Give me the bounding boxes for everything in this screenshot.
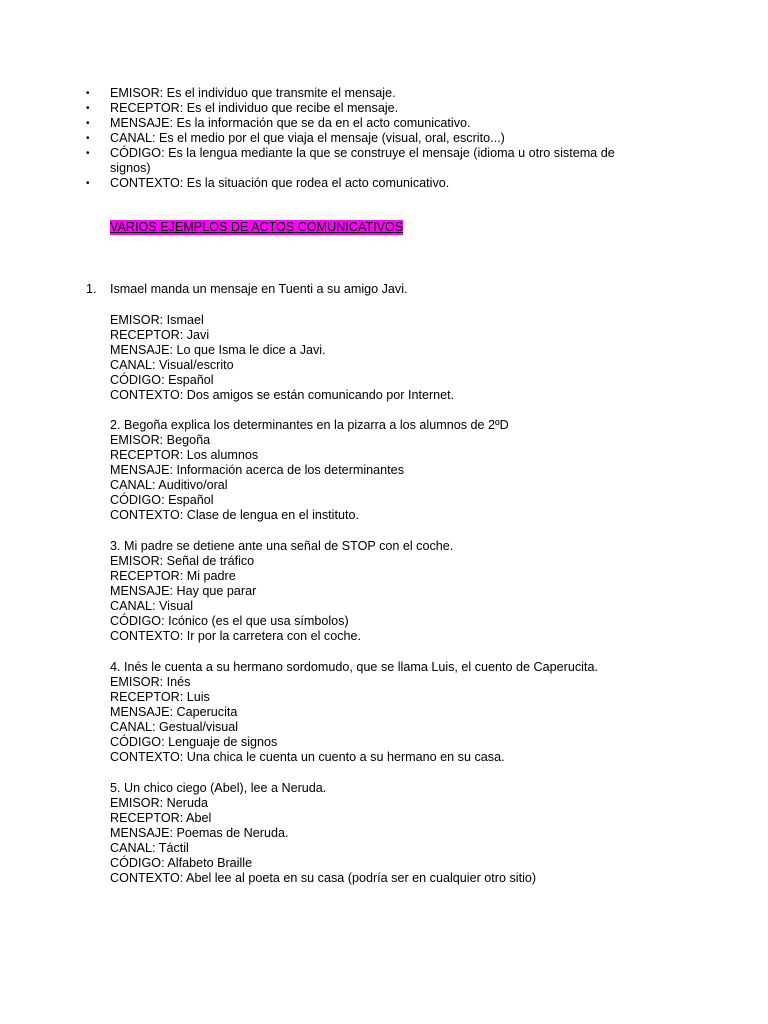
- example-line: CÓDIGO: Español: [110, 493, 214, 507]
- example-line: RECEPTOR: Los alumnos: [110, 448, 259, 462]
- example-title: 2. Begoña explica los determinantes en la pizarra a los alumnos de 2ºD: [110, 418, 509, 432]
- example-number: 1.: [86, 282, 97, 296]
- example-line: EMISOR: Neruda: [110, 796, 208, 810]
- example-line: CANAL: Táctil: [110, 841, 189, 855]
- example-line: CÓDIGO: Lenguaje de signos: [110, 735, 278, 749]
- example-line: RECEPTOR: Javi: [110, 328, 210, 342]
- example-line: CONTEXTO: Una chica le cuenta un cuento a su hermano en su casa.: [110, 750, 505, 764]
- bullet-icon: •: [86, 133, 90, 144]
- example-line: RECEPTOR: Mi padre: [110, 569, 236, 583]
- definition-receptor: RECEPTOR: Es el individuo que recibe el mensaje.: [110, 101, 399, 115]
- example-line: MENSAJE: Lo que Isma le dice a Javi.: [110, 343, 326, 357]
- example-line: CANAL: Gestual/visual: [110, 720, 239, 734]
- example-line: MENSAJE: Poemas de Neruda.: [110, 826, 289, 840]
- example-line: CANAL: Visual: [110, 599, 194, 613]
- definition-emisor: EMISOR: Es el individuo que transmite el mensaje.: [110, 86, 396, 100]
- section-heading: VARIOS EJEMPLOS DE ACTOS COMUNICATIVOS: [110, 220, 404, 234]
- example-title: 4. Inés le cuenta a su hermano sordomudo, que se llama Luis, el cuento de Caperucita.: [110, 660, 598, 674]
- example-line: CONTEXTO: Dos amigos se están comunicando por Internet.: [110, 388, 455, 402]
- example-line: RECEPTOR: Abel: [110, 811, 212, 825]
- example-line: EMISOR: Señal de tráfico: [110, 554, 255, 568]
- example-line: MENSAJE: Información acerca de los determinantes: [110, 463, 404, 477]
- example-title: Ismael manda un mensaje en Tuenti a su amigo Javi.: [110, 282, 408, 296]
- bullet-icon: •: [86, 88, 90, 99]
- example-line: EMISOR: Ismael: [110, 313, 204, 327]
- example-title: 3. Mi padre se detiene ante una señal de STOP con el coche.: [110, 539, 454, 553]
- definition-contexto: CONTEXTO: Es la situación que rodea el acto comunicativo.: [110, 176, 450, 190]
- definition-codigo-continued: signos): [110, 161, 151, 175]
- example-line: RECEPTOR: Luis: [110, 690, 210, 704]
- example-line: CÓDIGO: Icónico (es el que usa símbolos): [110, 614, 349, 628]
- bullet-icon: •: [86, 148, 90, 159]
- example-title: 5. Un chico ciego (Abel), lee a Neruda.: [110, 781, 327, 795]
- example-line: CONTEXTO: Abel lee al poeta en su casa (podría ser en cualquier otro sitio): [110, 871, 537, 885]
- example-line: CONTEXTO: Ir por la carretera con el coche.: [110, 629, 362, 643]
- example-line: MENSAJE: Hay que parar: [110, 584, 257, 598]
- example-line: CANAL: Auditivo/oral: [110, 478, 228, 492]
- definition-mensaje: MENSAJE: Es la información que se da en el acto comunicativo.: [110, 116, 471, 130]
- example-line: MENSAJE: Caperucita: [110, 705, 238, 719]
- definition-codigo: CÓDIGO: Es la lengua mediante la que se construye el mensaje (idioma u otro sistema de: [110, 146, 615, 160]
- bullet-icon: •: [86, 103, 90, 114]
- example-line: CANAL: Visual/escrito: [110, 358, 234, 372]
- example-line: EMISOR: Begoña: [110, 433, 211, 447]
- bullet-icon: •: [86, 118, 90, 129]
- example-line: CÓDIGO: Español: [110, 373, 214, 387]
- bullet-icon: •: [86, 178, 90, 189]
- definition-canal: CANAL: Es el medio por el que viaja el mensaje (visual, oral, escrito...): [110, 131, 505, 145]
- example-line: CONTEXTO: Clase de lengua en el instituto.: [110, 508, 359, 522]
- example-line: CÓDIGO: Alfabeto Braille: [110, 856, 253, 870]
- example-line: EMISOR: Inés: [110, 675, 191, 689]
